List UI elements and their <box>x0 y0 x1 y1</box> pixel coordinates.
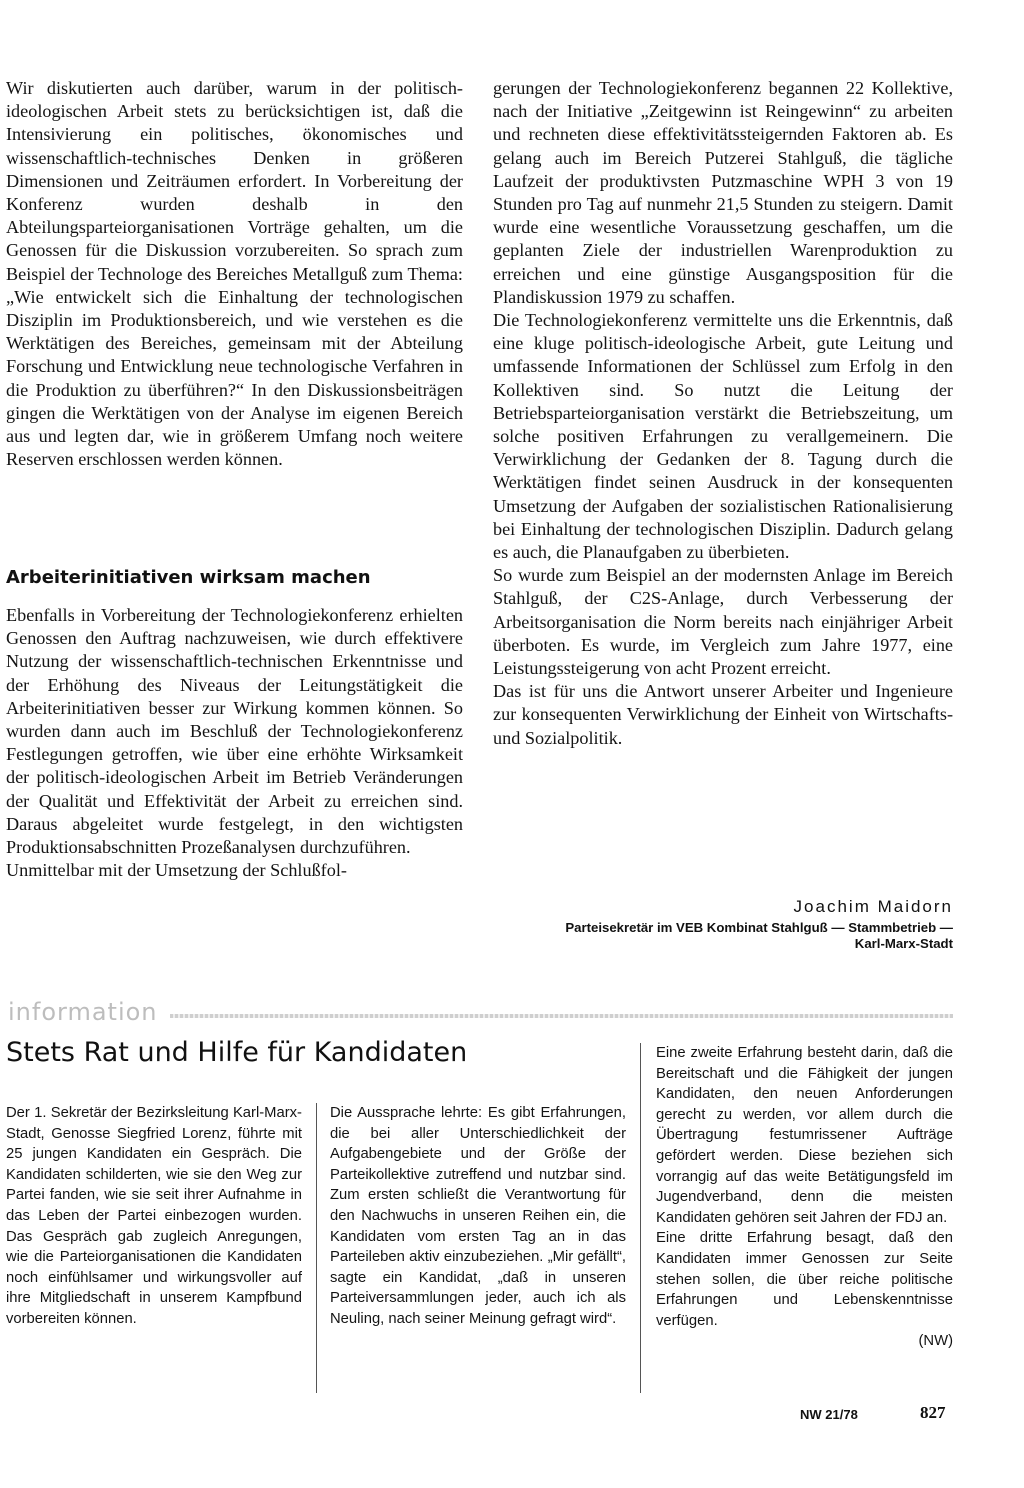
info-paragraph: Eine dritte Erfahrung besagt, daß den Kandidaten immer Genossen zur Seite stehen sollen, die über reiche politische Erfahrungen und Lebenskenntnisse verfügen. <box>656 1230 953 1329</box>
info-paragraph: Eine zweite Erfahrung besteht darin, daß die Bereitschaft und die Fähigkeit der jungen Kandidaten, den neuen Anforderungen gerecht zu werden, vor allem durch die Übertragung festumrissener Aufträge gefördert werden. Diese beziehen sich vorrangig auf das weite Betätigungsfeld im Jugendverband, denn die meisten Kandidaten gehören seit Jahren der FDJ an. <box>656 1045 953 1226</box>
article-paragraph: Das ist für uns die Antwort unserer Arbeiter und Ingenieure zur konsequenten Verwirklichung der Einheit von Wirtschafts- und Sozialpolitik. <box>493 681 953 748</box>
article-paragraph: So wurde zum Beispiel an der modernsten Anlage im Bereich Stahlguß, der C2S-Anlage, durch Verbesserung der Arbeitsorganisation die Norm bereits nach einjähriger Arbeit überboten. Es wurde, im Vergleich zum Jahre 1977, eine Leistungssteigerung von acht Prozent erreicht. <box>493 565 953 679</box>
info-section-rule <box>170 1014 953 1018</box>
article-paragraph: Unmittelbar mit der Umsetzung der Schlußfol- <box>6 860 347 881</box>
column-divider <box>640 1043 641 1393</box>
info-paragraph: Die Aussprache lehrte: Es gibt Erfahrungen, die bei aller Unterschiedlichkeit der Aufgabengebiete und der Größe der Parteikollektive zutreffend und nutzbar sind. Zum ersten schließt die Verantwortung für den Nachwuchs in unseren Reihen ein, die Kandidaten vom ersten Tag an in das Parteileben aktiv einzubeziehen. „Mir gefällt“, sagte ein Kandidat, „daß in unseren Parteiversammlungen jeder, auch ich als Neuling, nach seiner Meinung gefragt wird“. <box>330 1105 626 1327</box>
article-column-2 <box>493 77 953 750</box>
issue-number: NW 21/78 <box>800 1407 858 1422</box>
info-section-label: information <box>8 998 158 1026</box>
author-name: Joachim Maidorn <box>793 897 953 916</box>
article-column-1 <box>6 77 463 471</box>
column-divider <box>316 1103 317 1393</box>
page-number: 827 <box>920 1403 946 1422</box>
info-box-column-2 <box>330 1103 626 1330</box>
info-signature: (NW) <box>918 1333 953 1350</box>
article-paragraph: gerungen der Technologiekonferenz begannen 22 Kollektive, nach der Initiative „Zeitgewinn ist Reingewinn“ zu arbeiten und rechneten diese effektivitätssteigernden Faktoren ab. Es gelang auch im Bereich Putzerei Stahlguß, die tägliche Laufzeit der produktivsten Putzmaschine WPH 3 von 19 Stunden pro Tag auf nunmehr 21,5 Stunden zu steigern. Damit wurde eine wesentliche Voraussetzung geschaffen, um die geplanten Ziele der industriellen Warenproduktion zu erreichen und eine günstige Ausgangsposition für die Plandiskussion 1979 zu schaffen. <box>493 78 953 307</box>
article-column-1-continued <box>6 604 463 882</box>
info-box-column-1 <box>6 1103 302 1330</box>
article-paragraph: Die Technologiekonferenz vermittelte uns die Erkenntnis, daß eine kluge politisch-ideologische Arbeit, gute Leitung und umfassende Informationen der Schlüssel zum Erfolg in den Kollektiven sind. So nutzt die Leitung der Betriebsparteiorganisation verstärkt die Betriebszeitung, um solche positiven Erfahrungen zu verallgemeinern. Die Verwirklichung der Gedanken der 8. Tagung durch die Werktätigen findet seinen Ausdruck in der konsequenten Umsetzung der Aufgaben der sozialistischen Rationalisierung bei Einhaltung der technologischen Disziplin. Dadurch gelang es auch, die Planaufgaben zu überbieten. <box>493 310 953 563</box>
article-paragraph: Ebenfalls in Vorbereitung der Technologiekonferenz erhielten Genossen den Auftrag nachzuweisen, wie durch effektivere Nutzung der wissenschaftlich-technischen Erkenntnisse und der Erhöhung des Niveaus der Leitungstätigkeit die Arbeiterinitiativen besser zur Wirkung kommen können. So wurden dann auch im Beschluß der Technologiekonferenz Festlegungen getroffen, wie über eine erhöhte Wirksamkeit der politisch-ideologischen Arbeit im Betrieb Veränderungen der Qualität und Effektivität der Arbeit zu erreichen sind. Daraus abgeleitet wurde festgelegt, in den wichtigsten Produktionsabschnitten Prozeßanalysen durchzuführen. <box>6 605 463 858</box>
article-paragraph: Wir diskutierten auch darüber, warum in der politisch-ideologischen Arbeit stets zu berücksichtigen ist, daß die Intensivierung ein politisches, ökonomisches und wissenschaftlich-technisches Denken in größeren Dimensionen und Zeiträumen erfordert. In Vorbereitung der Konferenz wurden deshalb in den Abteilungsparteiorganisationen Vorträge gehalten, um die Genossen für die Diskussion vorzubereiten. So sprach zum Beispiel der Technologe des Bereiches Metallguß zum Thema: „Wie entwickelt sich die Einhaltung der technologischen Disziplin im Produktionsbereich, und wie verstehen es die Werktätigen des Bereiches, gemeinsam mit der Abteilung Forschung und Entwicklung neue technologische Verfahren in die Produktion zu überführen?“ In den Diskussionsbeiträgen gingen die Werktätigen von der Analyse im eigenen Bereich aus und legten dar, wie in größerem Umfang noch weitere Reserven erschlossen werden können. <box>6 78 463 470</box>
info-box-title: Stets Rat und Hilfe für Kandidaten <box>6 1037 468 1068</box>
info-paragraph: Der 1. Sekretär der Bezirksleitung Karl-Marx-Stadt, Genosse Siegfried Lorenz, führte mit 25 jungen Kandidaten ein Gespräch. Die Kandidaten schilderten, wie sie den Weg zur Partei fanden, wie sie seit ihrer Aufnahme in das Leben der Partei einbezogen wurden. Das Gespräch gab zugleich Anregungen, wie die Parteiorganisationen die Kandidaten noch einfühlsamer und wirkungsvoller auf ihre Mitgliedschaft in unserem Kampfbund vorbereiten können. <box>6 1105 302 1327</box>
info-box-column-3 <box>656 1043 953 1352</box>
article-subheading: Arbeiterinitiativen wirksam machen <box>6 567 371 588</box>
author-role: Parteisekretär im VEB Kombinat Stahlguß — Stammbetrieb — Karl-Marx-Stadt <box>565 920 953 951</box>
